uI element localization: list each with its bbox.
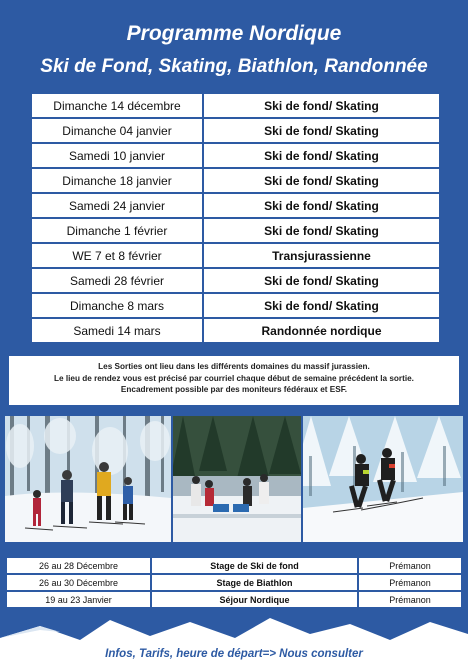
stage-place: Prémanon <box>358 591 462 608</box>
info-box <box>9 356 459 405</box>
info-line: Les Sorties ont lieu dans les différents domaines du massif jurassien. <box>98 362 370 371</box>
schedule-activity: Ski de fond/ Skating <box>203 118 440 143</box>
schedule-activity: Ski de fond/ Skating <box>203 268 440 293</box>
table-row <box>6 557 462 574</box>
footer-contact: Infos, Tarifs, heure de départ=> Nous consulter <box>105 648 363 660</box>
schedule-date: Dimanche 18 janvier <box>31 168 203 193</box>
schedule-activity: Ski de fond/ Skating <box>203 93 440 118</box>
stage-name: Stage de Ski de fond <box>151 557 358 574</box>
schedule-activity: Transjurassienne <box>203 243 440 268</box>
schedule-date: Dimanche 04 janvier <box>31 118 203 143</box>
schedule-table <box>30 92 441 344</box>
info-line: Le lieu de rendez vous est précisé par courriel chaque début de semaine précédent la sortie. <box>54 373 414 383</box>
skating-photo <box>303 416 463 542</box>
page-title: Programme Nordique <box>126 22 342 45</box>
stage-name: Stage de Biathlon <box>151 574 358 591</box>
stage-name: Séjour Nordique <box>151 591 358 608</box>
table-row <box>31 93 440 118</box>
info-line: Encadrement possible par des moniteurs fédéraux et ESF. <box>120 385 348 394</box>
schedule-date: Samedi 10 janvier <box>31 143 203 168</box>
schedule-activity: Ski de fond/ Skating <box>203 218 440 243</box>
schedule-activity: Ski de fond/ Skating <box>203 143 440 168</box>
schedule-date: Samedi 14 mars <box>31 318 203 343</box>
schedule-activity: Randonnée nordique <box>203 318 440 343</box>
schedule-date: Dimanche 1 février <box>31 218 203 243</box>
schedule-activity: Ski de fond/ Skating <box>203 168 440 193</box>
table-row <box>6 574 462 591</box>
table-row <box>31 218 440 243</box>
table-row <box>6 591 462 608</box>
schedule-date: WE 7 et 8 février <box>31 243 203 268</box>
table-row <box>31 243 440 268</box>
table-row <box>31 118 440 143</box>
schedule-activity: Ski de fond/ Skating <box>203 193 440 218</box>
page-subtitle: Ski de Fond, Skating, Biathlon, Randonnée <box>40 56 428 77</box>
stage-dates: 26 au 30 Décembre <box>6 574 151 591</box>
table-row <box>31 193 440 218</box>
stage-dates: 26 au 28 Décembre <box>6 557 151 574</box>
biathlon-photo <box>173 416 301 542</box>
table-row <box>31 268 440 293</box>
table-row <box>31 318 440 343</box>
stage-dates: 19 au 23 Janvier <box>6 591 151 608</box>
table-row <box>31 143 440 168</box>
table-row <box>31 293 440 318</box>
schedule-activity: Ski de fond/ Skating <box>203 293 440 318</box>
stages-table <box>5 556 463 609</box>
family-ski-photo <box>5 416 171 542</box>
photo-strip <box>5 416 463 542</box>
schedule-date: Samedi 28 février <box>31 268 203 293</box>
stage-place: Prémanon <box>358 574 462 591</box>
schedule-date: Samedi 24 janvier <box>31 193 203 218</box>
schedule-date: Dimanche 8 mars <box>31 293 203 318</box>
table-row <box>31 168 440 193</box>
stage-place: Prémanon <box>358 557 462 574</box>
schedule-date: Dimanche 14 décembre <box>31 93 203 118</box>
